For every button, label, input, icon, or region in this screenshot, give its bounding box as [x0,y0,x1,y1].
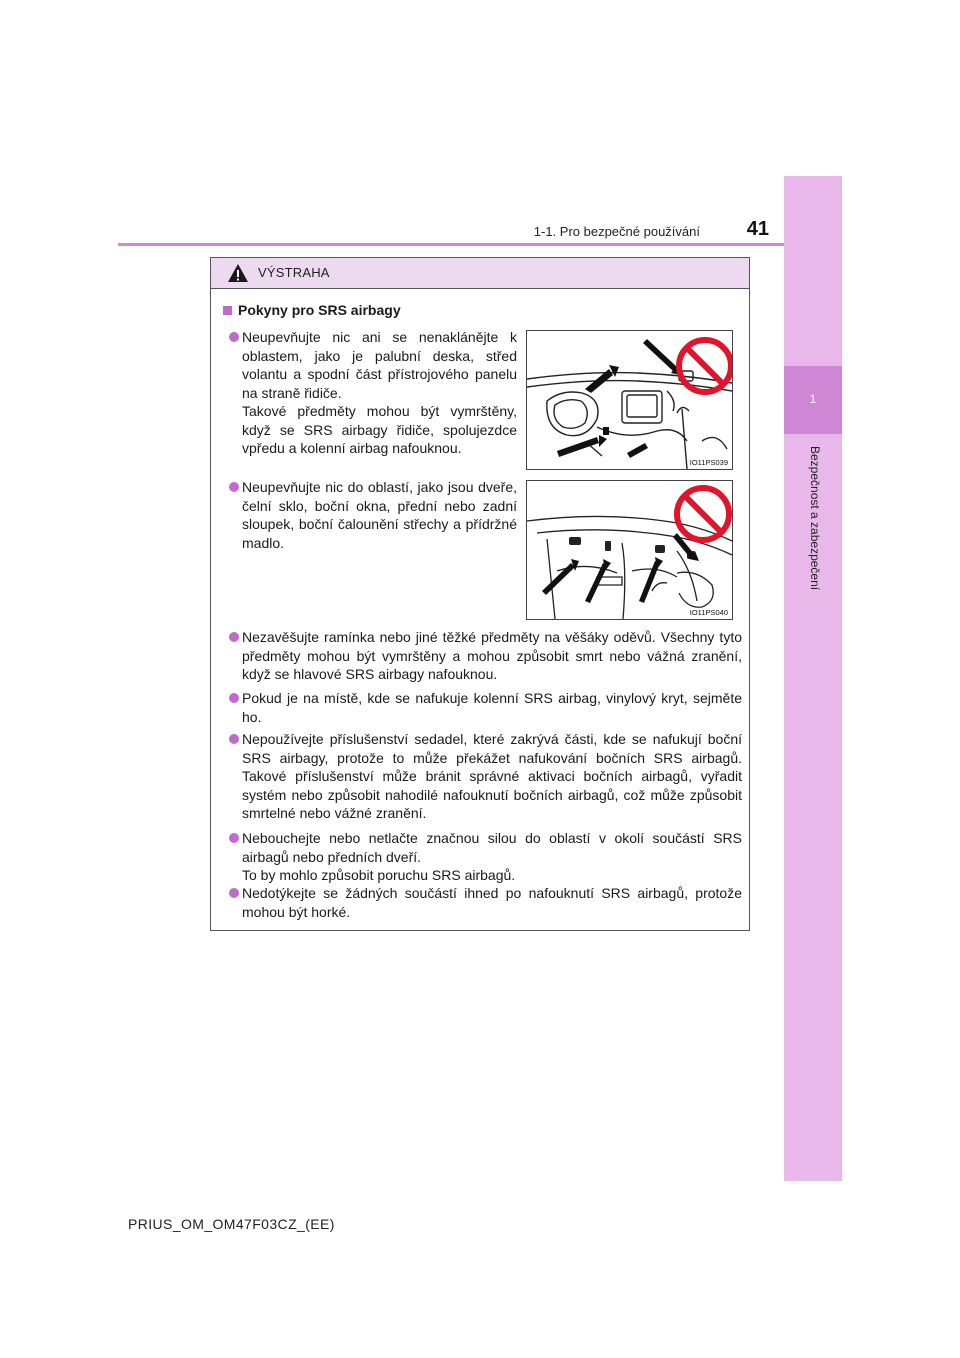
bullet-item [242,689,742,726]
chapter-number: 1 [809,392,817,406]
warning-triangle-icon [227,263,249,283]
square-bullet-icon [223,306,232,315]
bullet-dot-icon [229,693,239,703]
figure-code: IO11PS039 [689,458,728,467]
warning-header [211,258,749,289]
page-number: 41 [746,218,769,240]
bullet-item [242,328,517,458]
warning-title: VÝSTRAHA [258,265,330,280]
bullet-text: Nezavěšujte ramínka nebo jiné těžké předměty na věšáky oděvů. Všechny tyto předměty mohou být vymrštěny a mohou způsobit smrt nebo vážná zranění, když se hlavové SRS airbagy nafouknou. [242,629,742,682]
bullet-item [242,478,517,552]
bullet-text: Nebouchejte nebo netlačte značnou silou do oblastí v okolí součástí SRS airbagů nebo předních dveří. To by mohlo způsobit poruchu SRS airbagů. [242,830,742,883]
bullet-text: Nedotýkejte se žádných součástí ihned po nafouknutí SRS airbagů, protože mohou být horké. [242,885,742,920]
dashboard-illustration [527,331,732,469]
bullet-dot-icon [229,632,239,642]
bullet-dot-icon [229,734,239,744]
bullet-text: Pokud je na místě, kde se nafukuje kolenní SRS airbag, vinylový kryt, sejměte ho. [242,690,742,725]
prohibited-icon [679,340,731,392]
bullet-item [242,628,742,684]
bullet-dot-icon [229,833,239,843]
subheading [223,302,401,318]
bullet-text: Nepoužívejte příslušenství sedadel, které zakrývá části, kde se nafukují boční SRS airbagy, protože to může překážet nafukování bočních SRS airbagů. Takové příslušenství může bránit správné aktivaci bočních airbagů, vyřadit systém nebo způsobit nahodilé nafouknutí bočních airbagů, což může způsobit smrtelné nebo vážné zranění. [242,731,742,821]
bullet-item [242,829,742,885]
bullet-item [242,884,742,921]
section-title: 1-1. Pro bezpečné používání [533,224,700,239]
bullet-text: Neupevňujte nic do oblastí, jako jsou dveře, čelní sklo, boční okna, přední nebo zadní sloupek, boční čalounění střechy a přídržné madlo. [242,479,517,551]
prohibited-icon [677,488,729,540]
warning-box [210,257,750,931]
bullet-text: Neupevňujte nic ani se nenaklánějte k oblastem, jako je palubní deska, střed volantu a spodní část přístrojového panelu na straně řidiče. Takové předměty mohou být vymrštěny, když se SRS airbagy řidiče, spolujezdce vpředu a kolenní airbag nafouknou. [242,329,517,456]
document-code: PRIUS_OM_OM47F03CZ_(EE) [128,1216,335,1232]
header-divider [118,243,840,246]
figure-interior [526,480,733,620]
figure-code: IO11PS040 [689,608,728,617]
figure-dashboard [526,330,733,470]
bullet-dot-icon [229,482,239,492]
bullet-dot-icon [229,888,239,898]
bullet-dot-icon [229,332,239,342]
chapter-label: Bezpečnost a zabezpečení [808,446,822,591]
subheading-text: Pokyny pro SRS airbagy [238,302,401,318]
interior-illustration [527,481,732,619]
chapter-side-tab [784,176,842,1181]
bullet-item [242,730,742,823]
